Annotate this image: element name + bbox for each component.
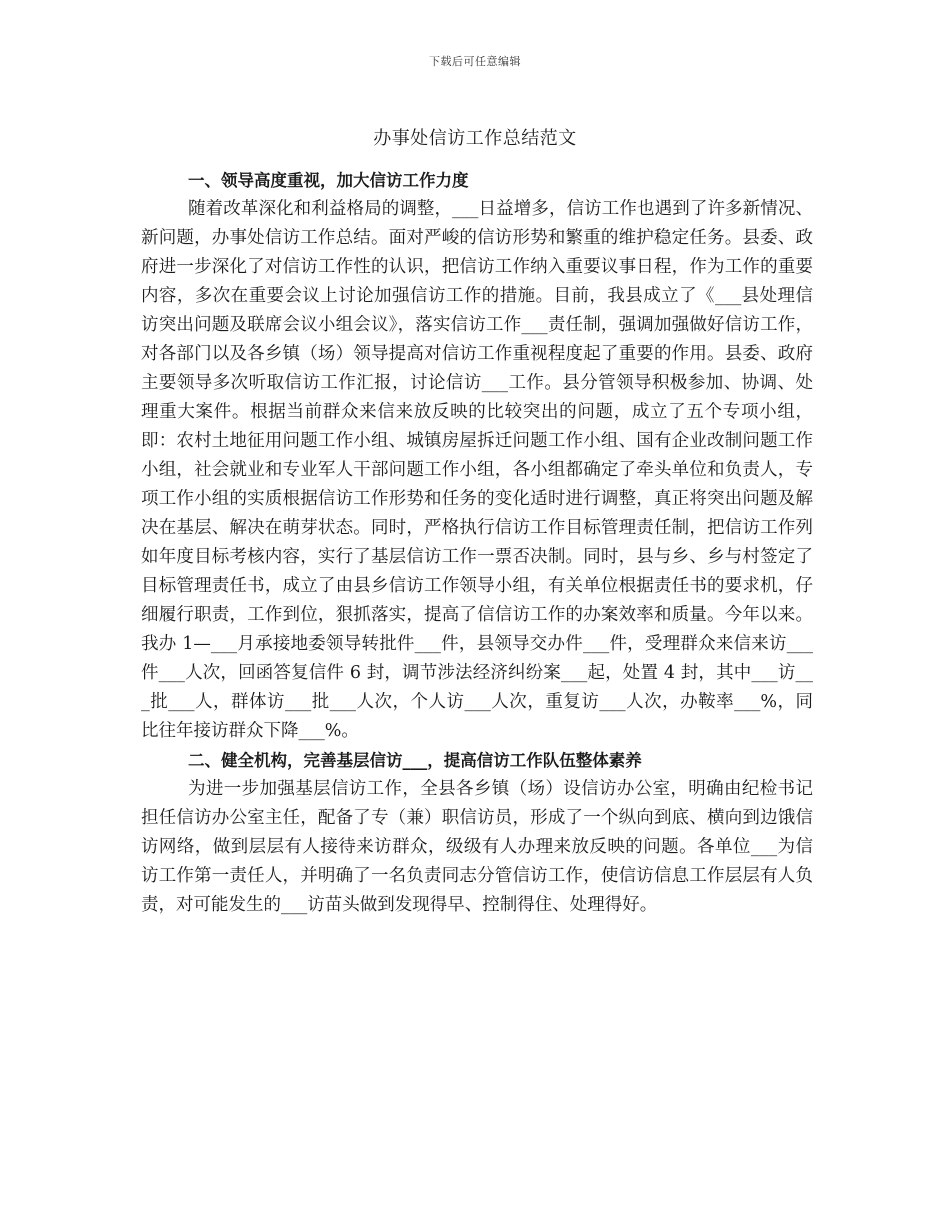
document-body — [141, 166, 813, 920]
document-title: 办事处信访工作总结范文 — [373, 128, 577, 149]
section-paragraph-1: 随着改革深化和利益格局的调整，___日益增多，信访工作也遇到了许多新情况、新问题，办事处信访工作总结。面对严峻的信访形势和繁重的维护稳定任务。县委、政府进一步深化了对信访工作性的认识，把信访工作纳入重要议事日程，作为工作的重要内容，多次在重要会议上讨论加强信访工作的措施。目前，我县成立了《___县处理信访突出问题及联席会议小组会议》，落实信访工作___责任制，强调加强做好信访工作，对各部门以及各乡镇（场）领导提高对信访工作重视程度起了重要的作用。县委、政府主要领导多次听取信访工作汇报，讨论信访___工作。县分管领导积极参加、协调、处理重大案件。根据当前群众来信来放反映的比较突出的问题，成立了五个专项小组，即：农村土地征用问题工作小组、城镇房屋拆迁问题工作小组、国有企业改制问题工作小组，社会就业和专业军人干部问题工作小组，各小组都确定了牵头单位和负责人，专项工作小组的实质根据信访工作形势和任务的变化适时进行调整，真正将突出问题及解决在基层、解决在萌芽状态。同时，严格执行信访工作目标管理责任制，把信访工作列如年度目标考核内容，实行了基层信访工作一票否决制。同时，县与乡、乡与村签定了目标管理责任书，成立了由县乡信访工作领导小组，有关单位根据责任书的要求机，仔细履行职责，工作到位，狠抓落实，提高了信信访工作的办案效率和质量。今年以来。我办 1—___月承接地委领导转批件___件，县领导交办件___件，受理群众来信来访___件___人次，回函答复信件 6 封，调节涉法经济纠纷案___起，处置 4 封，其中___访___批___人，群体访___批___人次，个人访___人次，重复访___人次，办鞍率___%，同比往年接访群众下降___%。 — [141, 199, 813, 741]
section-paragraph-2: 为进一步加强基层信访工作，全县各乡镇（场）设信访办公室，明确由纪检书记担任信访办公室主任，配备了专（兼）职信访员，形成了一个纵向到底、横向到边饿信访网络，做到层层有人接待来访群众，级级有人办理来放反映的问题。各单位___为信访工作第一责任人，并明确了一名负责同志分管信访工作，使信访信息工作层层有人负责，对可能发生的___访苗头做到发现得早、控制得住、处理得好。 — [141, 779, 813, 915]
section-heading-1: 一、领导高度重视，加大信访工作力度 — [188, 171, 469, 190]
section-heading-2: 二、健全机构，完善基层信访___，提高信访工作队伍整体素养 — [188, 751, 642, 770]
header-note: 下载后可任意编辑 — [429, 55, 521, 68]
